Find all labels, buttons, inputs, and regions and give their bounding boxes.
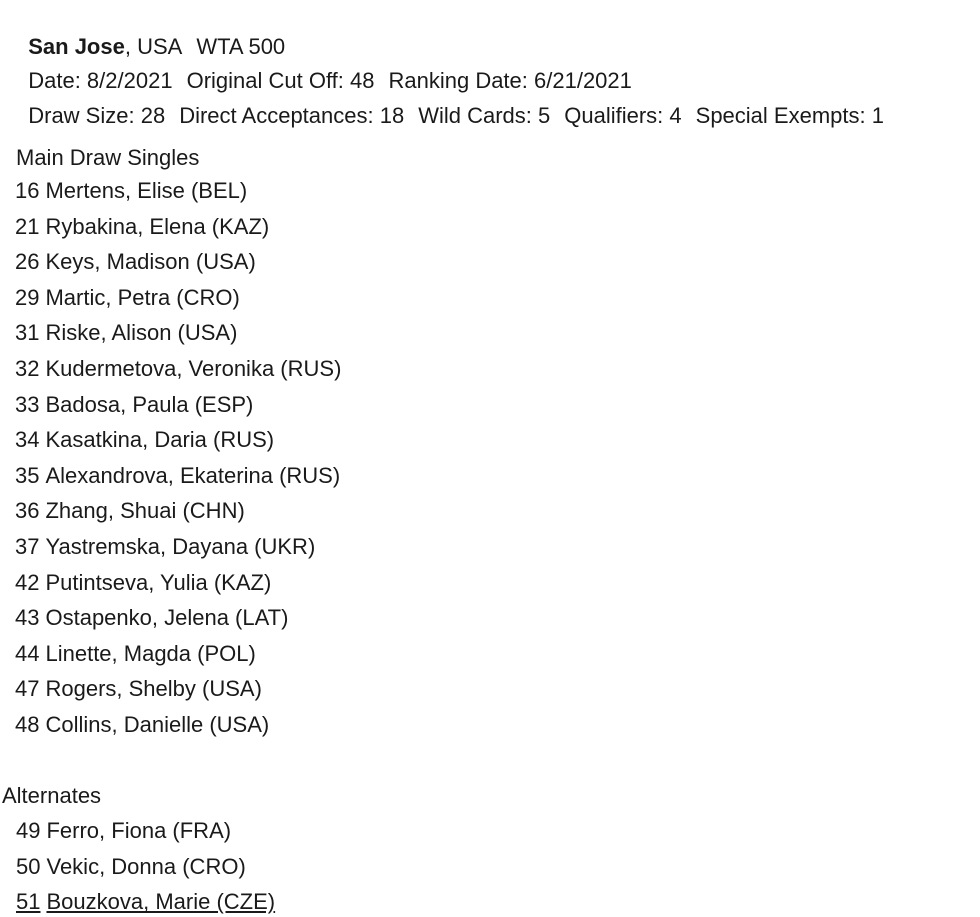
tournament-city: San Jose [28, 34, 125, 59]
entry-player-name: Mertens, Elise (BEL) [45, 178, 248, 203]
entry-player-name: Yastremska, Dayana (UKR) [45, 534, 316, 559]
entry-rank: 33 [15, 391, 40, 417]
alternate-entry [16, 854, 246, 880]
entry-player-name: Badosa, Paula (ESP) [45, 391, 254, 417]
main-draw-entry [15, 534, 315, 560]
tournament-country: , USA [124, 34, 183, 59]
entry-player-name: Ferro, Fiona (FRA) [46, 818, 232, 843]
main-draw-entry [15, 356, 341, 382]
entry-rank: 47 [15, 676, 40, 702]
main-draw-heading: Main Draw Singles [16, 145, 200, 170]
entry-player-name: Putintseva, Yulia (KAZ) [45, 569, 272, 595]
main-draw-entry [15, 570, 271, 596]
entry-rank: 43 [15, 605, 40, 631]
original-cutoff: Original Cut Off: 48 [186, 68, 375, 93]
main-draw-entry [15, 463, 340, 489]
entry-player-name: Linette, Magda (POL) [45, 640, 256, 666]
entry-player-name: Kudermetova, Veronika (RUS) [45, 356, 342, 381]
main-draw-entry [15, 427, 274, 453]
entry-rank: 50 [16, 853, 41, 879]
entry-player-name: Martic, Petra (CRO) [45, 284, 240, 310]
main-draw-entry [15, 676, 262, 702]
main-draw-entry [15, 712, 269, 738]
alternate-entry [16, 818, 231, 844]
entry-rank: 26 [15, 249, 40, 275]
entry-player-name: Bouzkova, Marie (CZE) [46, 889, 276, 915]
main-draw-entry [15, 249, 256, 275]
draw-size: Draw Size: 28 [28, 103, 166, 128]
tournament-category: WTA 500 [196, 34, 286, 59]
entry-player-name: Riske, Alison (USA) [45, 320, 238, 346]
tournament-title-line [16, 8, 286, 59]
entry-rank: 21 [15, 213, 40, 239]
entry-player-name: Rybakina, Elena (KAZ) [45, 213, 270, 239]
entry-player-name: Alexandrova, Ekaterina (RUS) [45, 462, 341, 488]
entry-rank: 42 [15, 569, 40, 595]
entry-rank: 37 [15, 534, 40, 559]
entry-rank: 34 [15, 427, 40, 453]
special-exempts: Special Exempts: 1 [695, 103, 884, 128]
entry-rank: 29 [15, 284, 40, 310]
ranking-date: Ranking Date: 6/21/2021 [388, 68, 632, 93]
entry-rank: 35 [15, 462, 40, 488]
entry-rank: 16 [15, 178, 40, 203]
alternate-entry[interactable] [16, 889, 275, 915]
entry-player-name: Collins, Danielle (USA) [45, 712, 270, 737]
entry-player-name: Rogers, Shelby (USA) [45, 676, 262, 702]
draw-info-line [16, 77, 884, 128]
entry-player-name: Ostapenko, Jelena (LAT) [45, 605, 289, 631]
main-draw-entry [15, 178, 247, 204]
main-draw-entry [15, 214, 269, 240]
main-draw-entry [15, 392, 253, 418]
entry-player-name: Vekic, Donna (CRO) [46, 853, 246, 879]
entry-rank: 36 [15, 498, 40, 524]
entry-player-name: Keys, Madison (USA) [45, 249, 256, 275]
entry-rank: 44 [15, 640, 40, 666]
entry-rank: 32 [15, 356, 40, 381]
entry-rank: 51 [16, 889, 41, 915]
direct-acceptances: Direct Acceptances: 18 [179, 103, 405, 128]
qualifiers: Qualifiers: 4 [564, 103, 682, 128]
alternates-heading: Alternates [2, 783, 102, 808]
entry-rank: 48 [15, 712, 40, 737]
entry-rank: 31 [15, 320, 40, 346]
main-draw-entry [15, 498, 245, 524]
entry-player-name: Kasatkina, Daria (RUS) [45, 427, 275, 453]
main-draw-entry [15, 605, 288, 631]
tournament-date: Date: 8/2/2021 [28, 68, 173, 93]
entry-rank: 49 [16, 818, 41, 843]
main-draw-entry [15, 320, 237, 346]
entry-player-name: Zhang, Shuai (CHN) [45, 498, 245, 524]
main-draw-entry [15, 641, 256, 667]
main-draw-entry [15, 285, 240, 311]
tournament-dates-line [16, 42, 632, 93]
wild-cards: Wild Cards: 5 [418, 103, 551, 128]
